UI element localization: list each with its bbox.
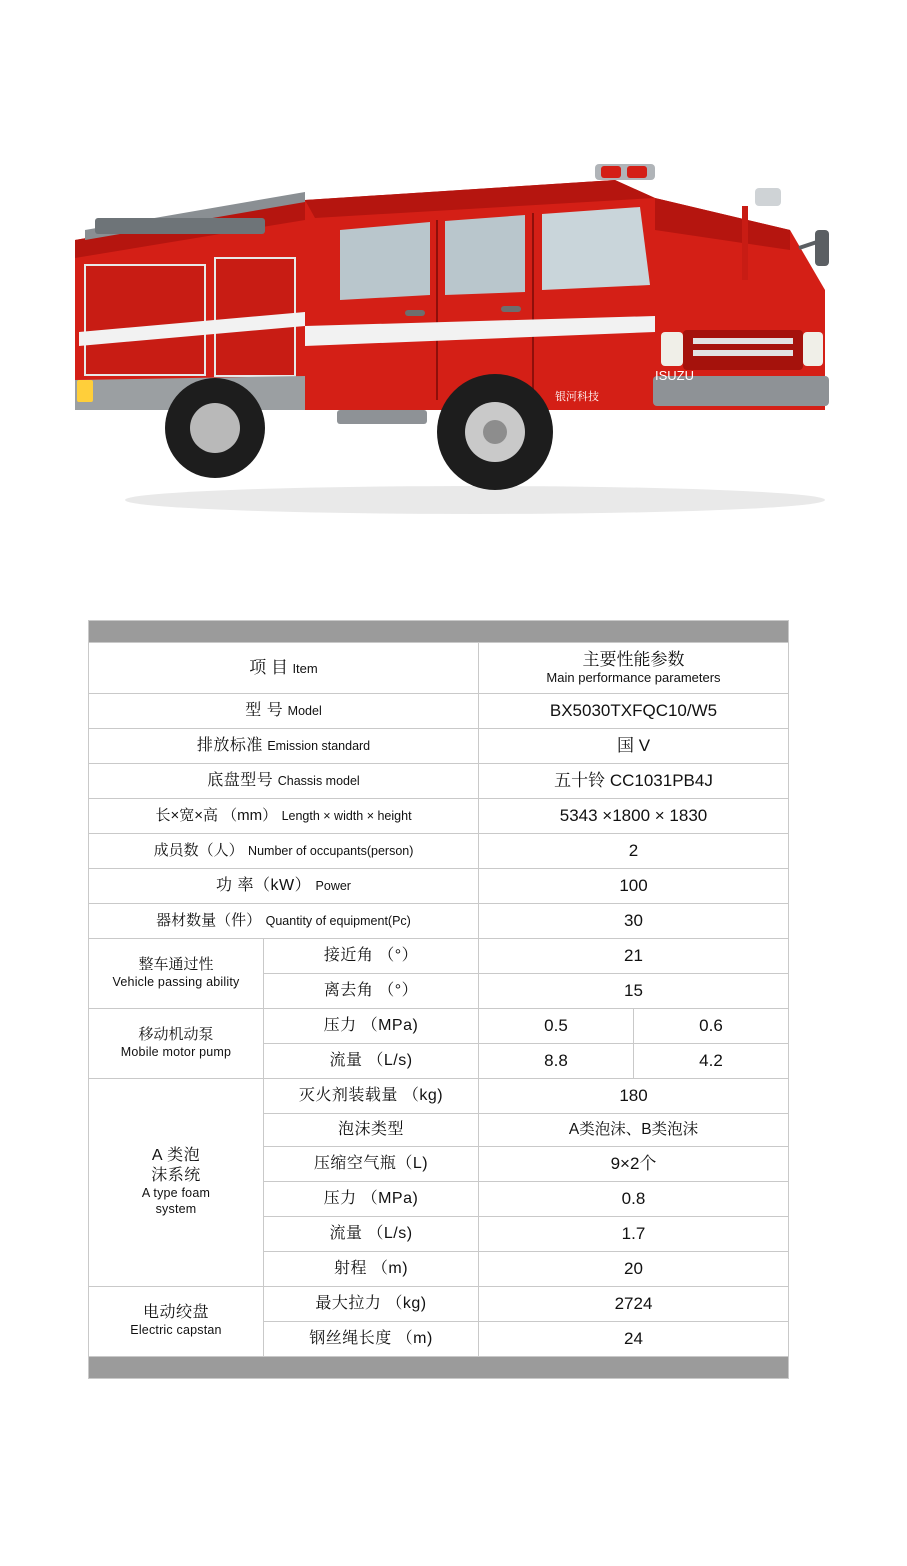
table-row [89, 763, 789, 798]
sub-label: 压力 （MPa) [323, 1189, 419, 1207]
row-value: BX5030TXFQC10/W5 [549, 700, 718, 720]
header-params-en: Main performance parameters [546, 670, 721, 686]
sub-label: 接近角 （°） [323, 946, 419, 964]
group-label-cn-line1: A 类泡 [151, 1147, 201, 1165]
header-item-en: Item [292, 660, 318, 676]
table-row [89, 868, 789, 903]
table-top-bar [89, 621, 789, 643]
row-label-en: Quantity of equipment(Pc) [265, 913, 411, 928]
sub-label: 流量 （L/s) [329, 1224, 413, 1242]
table-row [89, 833, 789, 868]
row-value: 180 [619, 1085, 648, 1105]
group-label-cn: 移动机动泵 [138, 1025, 214, 1043]
table-row [89, 728, 789, 763]
header-item-cn: 项 目 [249, 657, 288, 677]
group-label-en-line2: system [155, 1202, 197, 1216]
row-value: 15 [624, 980, 643, 1000]
row-label-cn: 型 号 [245, 701, 284, 719]
row-value: 24 [624, 1328, 643, 1348]
row-value: 100 [619, 875, 648, 895]
row-value: 8.8 [544, 1050, 568, 1070]
row-value: 2 [628, 840, 639, 860]
table-row [89, 798, 789, 833]
row-label-en: Model [287, 703, 322, 718]
row-value: 1.7 [621, 1223, 646, 1243]
group-label-foam-system [89, 1078, 264, 1286]
sub-label: 流量 （L/s) [329, 1051, 413, 1069]
table-header-row [89, 643, 789, 694]
group-label-en: Electric capstan [130, 1323, 222, 1338]
product-photo-area [0, 0, 907, 600]
sub-label: 离去角 （°） [323, 981, 419, 999]
row-label-cn: 排放标准 [196, 736, 263, 754]
row-value-2: 4.2 [699, 1050, 723, 1070]
row-value: 2724 [614, 1293, 653, 1313]
group-label-cn: 整车通过性 [138, 955, 214, 973]
group-label-cn-line2: 沫系统 [151, 1167, 201, 1185]
row-value: 30 [624, 910, 643, 930]
row-label-cn: 底盘型号 [207, 771, 274, 789]
sub-label: 压力 （MPa) [323, 1016, 419, 1034]
row-label-cn: 长×宽×高 （mm） [155, 806, 278, 824]
table-row [89, 903, 789, 938]
row-value-2: 0.6 [699, 1015, 723, 1035]
sub-label: 灭火剂装载量 （kg) [298, 1086, 444, 1104]
row-label-cn: 成员数（人） [153, 841, 244, 859]
sub-label: 压缩空气瓶（L) [313, 1154, 429, 1172]
table-row [89, 1078, 789, 1113]
truck-brand-text: ISUZU [655, 368, 694, 383]
group-label-en: Mobile motor pump [120, 1044, 232, 1059]
sub-label: 最大拉力 （kg) [315, 1294, 427, 1312]
table-row [89, 1286, 789, 1321]
row-value: 0.5 [544, 1015, 568, 1035]
specification-table [88, 620, 789, 1379]
truck-body-text: 银河科技 [555, 391, 599, 403]
group-label-electric-capstan [89, 1286, 264, 1356]
row-label-en: Power [315, 878, 351, 893]
group-label-cn: 电动绞盘 [142, 1304, 209, 1322]
table-bottom-bar [89, 1356, 789, 1378]
table-row [89, 693, 789, 728]
row-value: A类泡沫、B类泡沫 [568, 1120, 699, 1138]
row-value: 五十铃 CC1031PB4J [554, 770, 713, 790]
row-value: 5343 ×1800 × 1830 [559, 805, 708, 825]
row-value: 20 [624, 1258, 643, 1278]
header-params-cn: 主要性能参数 [582, 650, 685, 669]
fire-truck-photo [55, 80, 865, 530]
row-label-en: Length × width × height [281, 808, 412, 823]
row-label-en: Chassis model [277, 773, 360, 788]
sub-label: 泡沫类型 [337, 1120, 404, 1138]
row-label-en: Emission standard [267, 738, 371, 753]
row-label-cn: 功 率（kW） [216, 876, 312, 894]
row-value: 21 [624, 945, 643, 965]
table-row [89, 1008, 789, 1043]
row-label-cn: 器材数量（件） [156, 911, 262, 929]
table-row [89, 938, 789, 973]
group-label-en: Vehicle passing ability [112, 974, 240, 989]
spec-table-wrapper [88, 620, 788, 1379]
group-label-en-line1: A type foam [141, 1186, 211, 1201]
group-label-mobile-pump [89, 1008, 264, 1078]
row-value: 国 V [616, 735, 651, 755]
sub-label: 钢丝绳长度 （m) [309, 1329, 433, 1347]
sub-label: 射程 （m) [333, 1259, 409, 1277]
row-value: 0.8 [621, 1188, 646, 1208]
group-label-vehicle-passing [89, 938, 264, 1008]
row-label-en: Number of occupants(person) [248, 843, 414, 858]
row-value: 9×2个 [610, 1153, 657, 1173]
